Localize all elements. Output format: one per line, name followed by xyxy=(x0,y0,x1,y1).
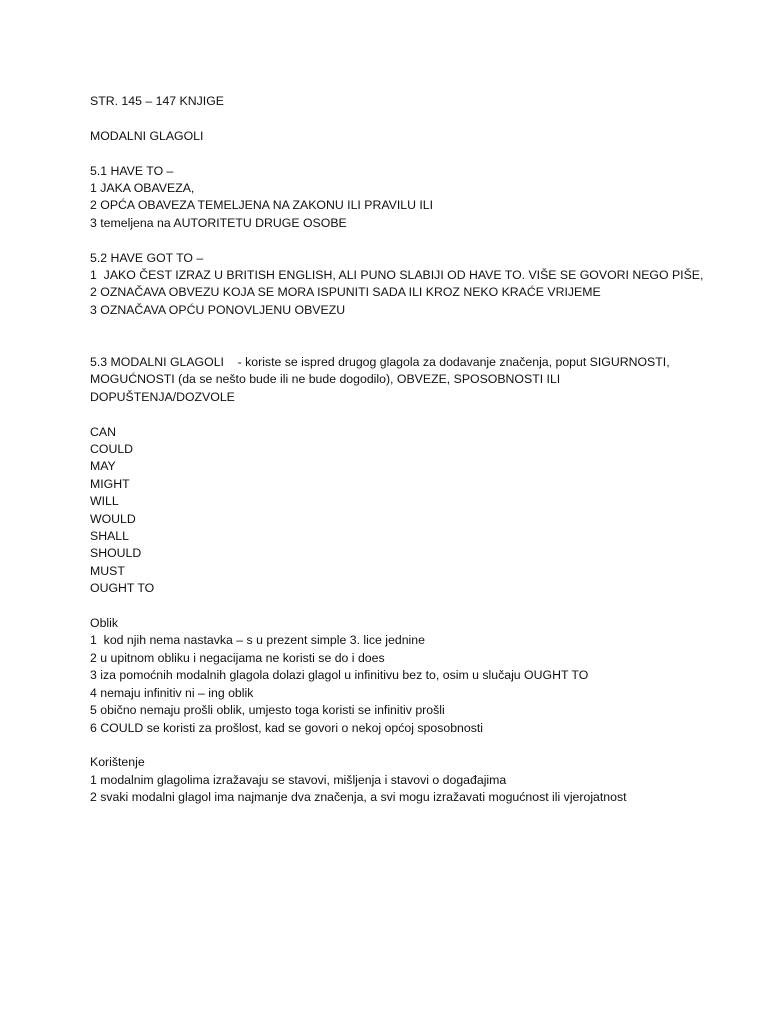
section-53-line-1: 5.3 MODALNI GLAGOLI - koriste se ispred drugog glagola za dodavanje značenja, poput SIGURNOSTI, xyxy=(90,355,670,370)
modal-verb-item: OUGHT TO xyxy=(90,581,155,596)
section-52-line-2: 2 OZNAČAVA OBVEZU KOJA SE MORA ISPUNITI SADA ILI KROZ NEKO KRAĆE VRIJEME xyxy=(90,285,601,300)
modal-verb-item: CAN xyxy=(90,424,116,439)
section-51-line-1: 1 JAKA OBAVEZA, xyxy=(90,181,195,195)
section-52-line-1: 1 JAKO ČEST IZRAZ U BRITISH ENGLISH, ALI PUNO SLABIJI OD HAVE TO. VIŠE SE GOVORI NEGO PIŠE, xyxy=(90,268,704,283)
section-51-line-2: 2 OPĆA OBAVEZA TEMELJENA NA ZAKONU ILI PRAVILU ILI xyxy=(90,198,434,213)
spacer xyxy=(90,145,730,162)
oblik-line-2: 2 u upitnom obliku i negacijama ne koristi se do i does xyxy=(90,650,385,665)
modal-verb-item: MIGHT xyxy=(90,476,130,491)
koristenje-line-2: 2 svaki modalni glagol ima najmanje dva značenja, a svi mogu izražavati mogućnost ili vjerojatnost xyxy=(90,790,627,805)
spacer xyxy=(90,598,730,615)
oblik-line-5: 5 obično nemaju prošli oblik, umjesto toga koristi se infinitiv prošli xyxy=(90,703,445,718)
spacer xyxy=(90,337,730,354)
section-51-heading: 5.1 HAVE TO – xyxy=(90,163,174,178)
modal-verb-item: WILL xyxy=(90,494,119,509)
oblik-line-4: 4 nemaju infinitiv ni – ing oblik xyxy=(90,685,254,700)
modal-verb-item: MAY xyxy=(90,459,116,474)
modal-verb-item: MUST xyxy=(90,563,125,578)
spacer xyxy=(90,319,730,336)
spacer xyxy=(90,110,730,127)
modal-verb-item: SHALL xyxy=(90,529,129,544)
koristenje-line-1: 1 modalnim glagolima izražavaju se stavovi, mišljenja i stavovi o događajima xyxy=(90,772,507,787)
oblik-heading: Oblik xyxy=(90,616,119,631)
section-53-line-2: MOGUĆNOSTI (da se nešto bude ili ne bude dogodilo), OBVEZE, SPOSOBNOSTI ILI xyxy=(90,372,561,387)
document-title: MODALNI GLAGOLI xyxy=(90,128,204,143)
modal-verb-item: COULD xyxy=(90,442,134,457)
koristenje-heading: Korištenje xyxy=(90,755,145,770)
spacer xyxy=(90,737,730,754)
section-52-line-3: 3 OZNAČAVA OPĆU PONOVLJENU OBVEZU xyxy=(90,302,346,317)
section-53-line-3: DOPUŠTENJA/DOZVOLE xyxy=(90,389,235,404)
modal-verb-item: SHOULD xyxy=(90,546,142,561)
oblik-line-3: 3 iza pomoćnih modalnih glagola dolazi glagol u infinitivu bez to, osim u slučaju OUGHT TO xyxy=(90,668,589,683)
section-52-heading: 5.2 HAVE GOT TO – xyxy=(90,250,204,265)
document-body xyxy=(90,93,730,807)
oblik-line-1: 1 kod njih nema nastavka – s u prezent simple 3. lice jednine xyxy=(90,633,425,648)
document-header: STR. 145 – 147 KNJIGE xyxy=(90,94,224,108)
oblik-line-6: 6 COULD se koristi za prošlost, kad se govori o nekoj općoj sposobnosti xyxy=(90,720,484,735)
spacer xyxy=(90,232,730,249)
modal-verb-item: WOULD xyxy=(90,511,136,526)
spacer xyxy=(90,406,730,423)
section-51-line-3: 3 temeljena na AUTORITETU DRUGE OSOBE xyxy=(90,215,347,230)
